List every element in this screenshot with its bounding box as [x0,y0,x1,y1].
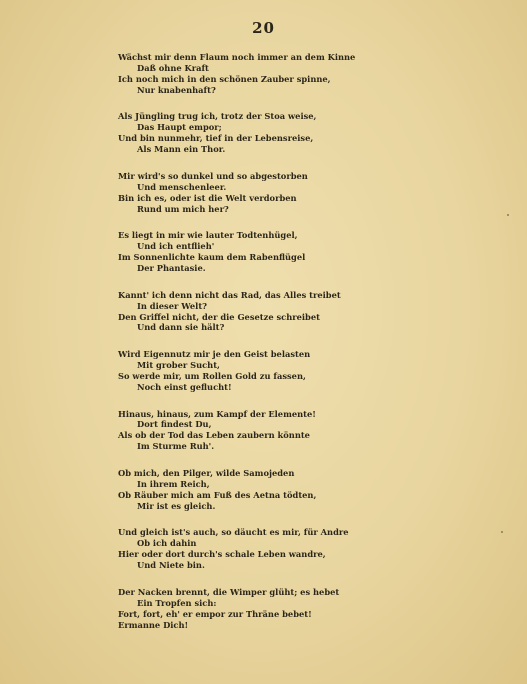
poem-line: Als Jüngling trug ich, trotz der Stoa weise, [118,111,317,122]
stanza [118,171,418,215]
stanza [118,230,418,274]
poem-line: Mir ist es gleich. [137,500,216,511]
poem-line: Es liegt in mir wie lauter Todtenhügel, [118,230,298,241]
poem-line: Rund um mich her? [137,203,229,214]
poem-line: Daß ohne Kraft [137,62,209,73]
poem-line: Und menschenleer. [137,181,227,192]
stanza [118,468,418,512]
poem-line: Das Haupt empor; [137,122,222,133]
poem-line: Noch einst geflucht! [137,381,232,392]
poem-line: Hier oder dort durch's schale Leben wandre, [118,549,326,560]
poem-line: Ein Tropfen sich: [137,597,217,608]
poem-line: Ich noch mich in den schönen Zauber spinne, [118,73,331,84]
stanza [118,111,418,155]
stanza [118,52,418,96]
poem-line: In ihrem Reich, [137,478,210,489]
stanza [118,587,418,631]
poem-line: Dort findest Du, [137,419,212,430]
stanza [118,290,418,334]
poem-line: Im Sonnenlichte kaum dem Rabenflügel [118,252,306,263]
poem-line: Fort, fort, eh' er empor zur Thräne bebet! [118,608,312,619]
poem-line: Ob mich, den Pilger, wilde Samojeden [118,467,295,478]
poem-line: Den Griffel nicht, der die Gesetze schreibet [118,311,320,322]
poem-line: Wächst mir denn Flaum noch immer an dem Kinne [118,52,356,62]
poem-line: Als Mann ein Thor. [137,144,226,155]
stanza [118,527,418,571]
poem-line: Kannt' ich denn nicht das Rad, das Alles treibet [118,289,341,300]
poem-line: Und ich entflieh' [137,241,215,252]
stanza [118,409,418,453]
poem-line: In dieser Welt? [137,300,208,311]
poem-line: Als ob der Tod das Leben zaubern könnte [118,430,310,441]
poem-line: Der Nacken brennt, die Wimper glüht; es hebet [118,586,340,597]
paper-speck [507,214,509,216]
page-number: 20 [252,19,275,37]
poem-line: Nur knabenhaft? [137,84,216,95]
poem-line: Mir wird's so dunkel und so abgestorben [118,170,308,181]
poem-line: So werde mir, um Rollen Gold zu fassen, [118,370,306,381]
poem-line: Mit grober Sucht, [137,360,220,371]
poem-line: Und gleich ist's auch, so däucht es mir, für Andre [118,527,349,538]
stanza [118,349,418,393]
poem-line: Wird Eigennutz mir je den Geist belasten [118,349,311,360]
poem-line: Der Phantasie. [137,262,206,273]
poem-line: Und Niete bin. [137,560,205,571]
poem-line: Ob Räuber mich am Fuß des Aetna tödten, [118,489,317,500]
poem-line: Und bin nunmehr, tief in der Lebensreise, [118,133,314,144]
poem-line: Ermanne Dich! [118,619,189,630]
poem-line: Hinaus, hinaus, zum Kampf der Elemente! [118,408,316,419]
poem-body [118,52,418,646]
poem-line: Und dann sie hält? [137,322,225,333]
poem-line: Bin ich es, oder ist die Welt verdorben [118,192,297,203]
paper-speck [501,531,503,533]
poem-line: Im Sturme Ruh'. [137,441,215,452]
poem-line: Ob ich dahin [137,538,197,549]
